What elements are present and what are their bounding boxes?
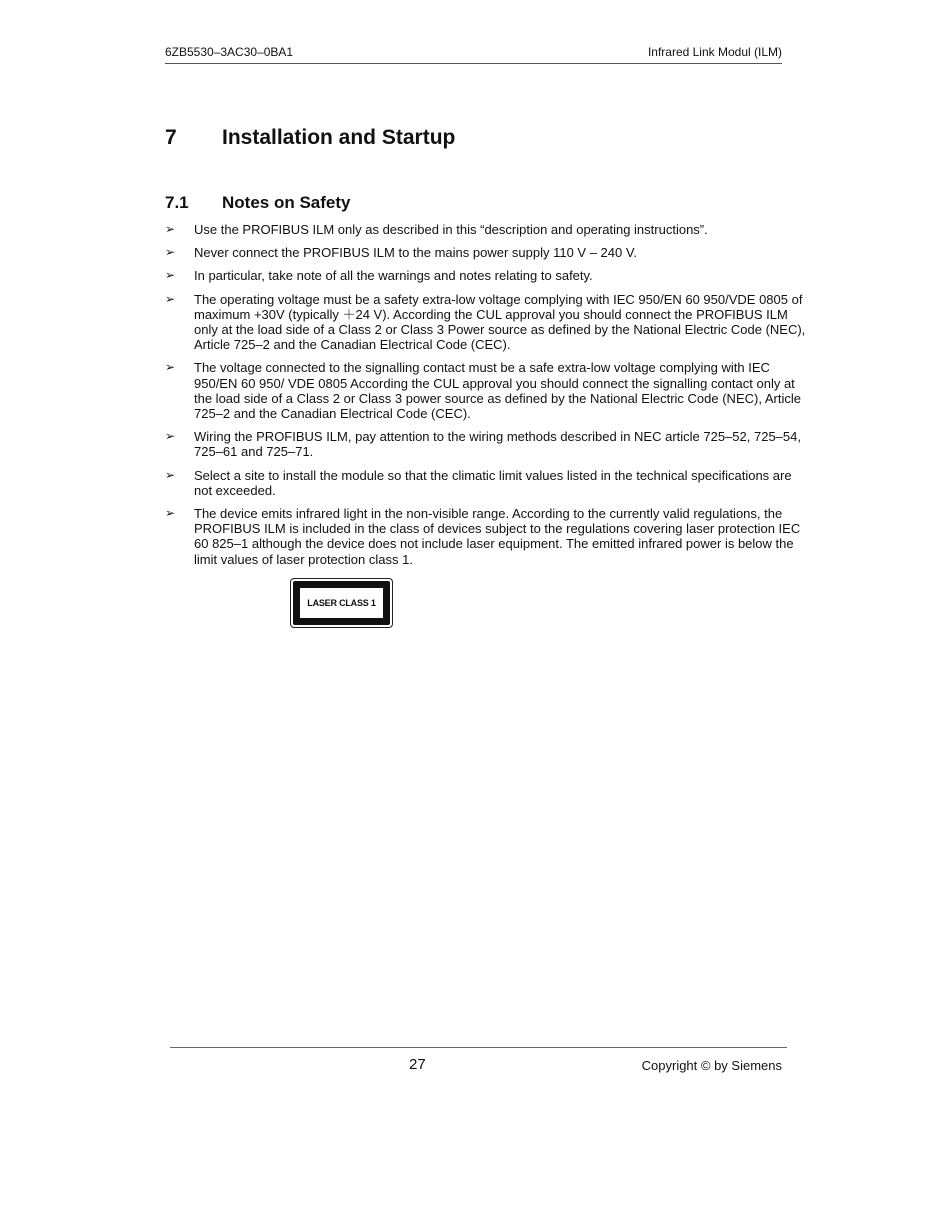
list-item [165, 222, 810, 237]
arrow-bullet-icon: ➢ [165, 245, 176, 260]
list-item [165, 429, 810, 459]
page-footer [170, 1047, 787, 1088]
list-item [165, 268, 810, 283]
arrow-bullet-icon: ➢ [165, 429, 176, 444]
laser-class-label [290, 578, 393, 628]
chapter-number: 7 [165, 126, 177, 149]
list-item [165, 360, 810, 421]
section-title: Notes on Safety [222, 193, 351, 212]
note-text: The operating voltage must be a safety extra-low voltage complying with IEC 950/EN 60 950/VDE 0805 of maximum +30V (typically ＋24 V). According the CUL approval you should connect the PROFIBUS ILM only at the load side of a Class 2 or Class 3 Power source as defined by the National Electric Code (NEC), Article 725–2 and the Canadian Electrical Code (CEC). [194, 291, 806, 353]
note-text: Select a site to install the module so that the climatic limit values listed in the technical specifications are not exceeded. [194, 467, 792, 498]
arrow-bullet-icon: ➢ [165, 222, 176, 236]
list-item [165, 245, 810, 260]
arrow-bullet-icon: ➢ [165, 268, 176, 283]
note-text: Use the PROFIBUS ILM only as described in this “description and operating instructions”. [194, 222, 708, 237]
chapter-title: Installation and Startup [222, 126, 456, 149]
arrow-bullet-icon: ➢ [165, 506, 176, 521]
document-number: 6ZB5530–3AC30–0BA1 [165, 45, 294, 59]
safety-notes-list [165, 222, 810, 575]
section-number: 7.1 [165, 193, 189, 212]
arrow-bullet-icon: ➢ [165, 291, 176, 306]
laser-label-border [293, 581, 390, 625]
laser-label-text: LASER CLASS 1 [300, 588, 383, 618]
note-text: The voltage connected to the signalling contact must be a safe extra-low voltage complying with IEC 950/EN 60 950/ VDE 0805 According the CUL approval you should connect the signalling contact only at the load side of a Class 2 or Class 3 power source as defined by the National Electric Code (NEC), Article 725–2 and the Canadian Electrical Code (CEC). [194, 360, 801, 422]
note-text: Wiring the PROFIBUS ILM, pay attention to the wiring methods described in NEC article 725–52, 725–54, 725–61 and 725–71. [194, 429, 801, 460]
note-text: Never connect the PROFIBUS ILM to the mains power supply 110 V – 240 V. [194, 245, 637, 261]
document-title: Infrared Link Modul (ILM) [647, 45, 782, 59]
arrow-bullet-icon: ➢ [165, 467, 176, 482]
page-number: 27 [409, 1056, 426, 1073]
list-item [165, 506, 810, 567]
note-text: In particular, take note of all the warnings and notes relating to safety. [194, 268, 593, 284]
copyright-notice: Copyright © by Siemens [641, 1058, 782, 1073]
list-item [165, 468, 810, 498]
note-text: The device emits infrared light in the non-visible range. According to the currently valid regulations, the PROFIBUS ILM is included in the class of devices subject to the regulations covering laser protection IEC 60 825–1 although the device does not include laser equipment. The emitted infrared power is below the limit values of laser protection class 1. [194, 506, 801, 567]
arrow-bullet-icon: ➢ [165, 360, 176, 375]
list-item [165, 292, 810, 353]
page-header [165, 43, 782, 64]
